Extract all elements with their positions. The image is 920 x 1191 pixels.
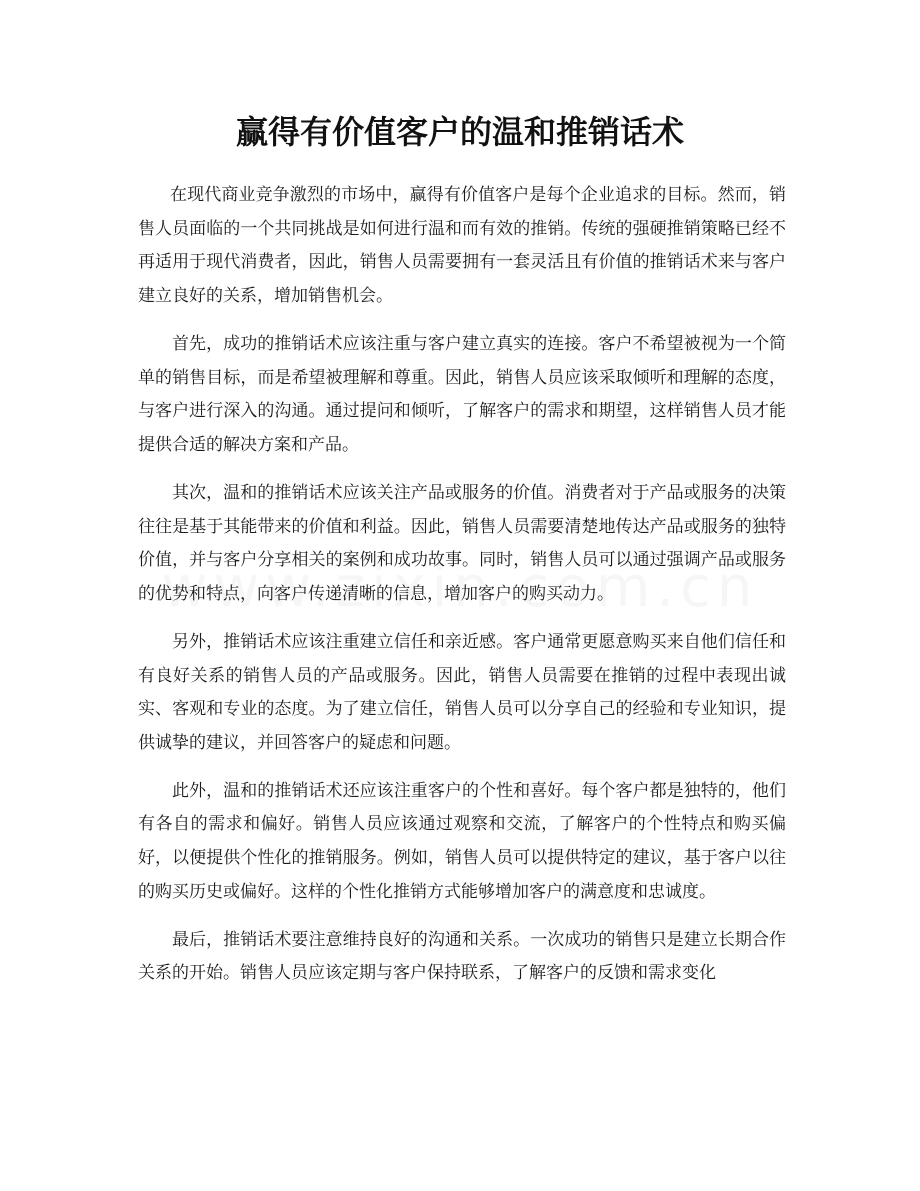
- document-body: [138, 179, 786, 1006]
- paragraph-third-point: 另外，推销话术应该注重建立信任和亲近感。客户通常更愿意购买来自他们信任和有良好关系的销售人员的产品或服务。因此，销售人员需要在推销的过程中表现出诚实、客观和专业的态度。为了建立信任，销售人员可以分享自己的经验和专业知识，提供诚挚的建议，并回答客户的疑虑和问题。: [138, 631, 786, 753]
- paragraph-fourth-point: 此外，温和的推销话术还应该注重客户的个性和喜好。每个客户都是独特的，他们有各自的需求和偏好。销售人员应该通过观察和交流，了解客户的个性特点和购买偏好，以便提供个性化的推销服务。例如，销售人员可以提供特定的建议，基于客户以往的购买历史或偏好。这样的个性化推销方式能够增加客户的满意度和忠诚度。: [138, 780, 786, 902]
- document-title: 赢得有价值客户的温和推销话术: [235, 113, 684, 151]
- paragraph-second-point: 其次，温和的推销话术应该关注产品或服务的价值。消费者对于产品或服务的决策往往是基于其能带来的价值和利益。因此，销售人员需要清楚地传达产品或服务的独特价值，并与客户分享相关的案例和成功故事。同时，销售人员可以通过强调产品或服务的优势和特点，向客户传递清晰的信息，增加客户的购买动力。: [138, 482, 786, 604]
- paragraph-intro: 在现代商业竞争激烈的市场中，赢得有价值客户是每个企业追求的目标。然而，销售人员面临的一个共同挑战是如何进行温和而有效的推销。传统的强硬推销策略已经不再适用于现代消费者，因此，销售人员需要拥有一套灵活且有价值的推销话术来与客户建立良好的关系，增加销售机会。: [138, 185, 786, 306]
- paragraph-final-point: 最后，推销话术要注意维持良好的沟通和关系。一次成功的销售只是建立长期合作关系的开始。销售人员应该定期与客户保持联系，了解客户的反馈和需求变化: [138, 929, 786, 984]
- paragraph-first-point: 首先，成功的推销话术应该注重与客户建立真实的连接。客户不希望被视为一个简单的销售目标，而是希望被理解和尊重。因此，销售人员应该采取倾听和理解的态度，与客户进行深入的沟通。通过提问和倾听，了解客户的需求和期望，这样销售人员才能提供合适的解决方案和产品。: [138, 333, 786, 455]
